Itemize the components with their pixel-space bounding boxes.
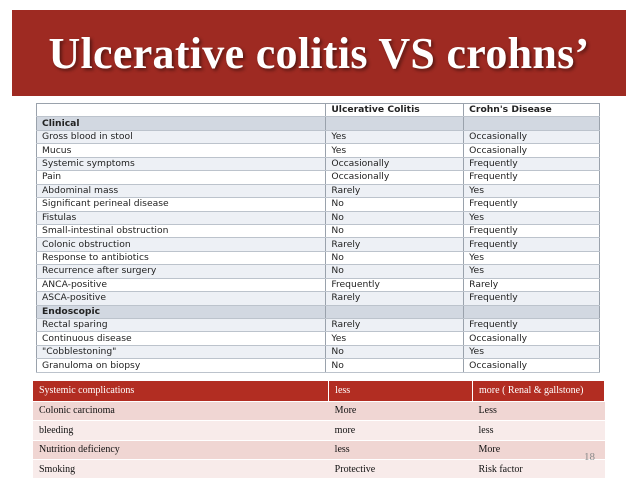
table-cell: Endoscopic [37,305,326,318]
table-cell: Rarely [326,319,464,332]
table-cell: Yes [464,211,600,224]
table-row [37,332,600,345]
table-row [37,144,600,157]
table-cell: Significant perineal disease [37,198,326,211]
table-cell: No [326,359,464,372]
table-cell: Occasionally [464,130,600,143]
table-cell: more [329,421,473,441]
table-cell: Clinical [37,117,326,130]
table-cell: Gross blood in stool [37,130,326,143]
table-row [33,460,605,478]
table-row [33,440,605,460]
table-row [37,345,600,358]
table-cell: Yes [464,184,600,197]
table-cell: More [329,401,473,421]
slide-title: Ulcerative colitis VS crohns’ [48,28,590,78]
table-row [37,278,600,291]
table-cell: "Cobblestoning" [37,345,326,358]
table-cell: Frequently [326,278,464,291]
header-cell: Systemic complications [33,381,329,401]
table-cell: Occasionally [464,359,600,372]
table-cell: Risk factor [473,460,605,478]
comparison-header-row [37,104,600,117]
table-cell: Small-intestinal obstruction [37,224,326,237]
table-cell: Fistulas [37,211,326,224]
table-cell [464,305,600,318]
table-row [37,184,600,197]
header-cell: more ( Renal & gallstone) [473,381,605,401]
table-cell: More [473,440,605,460]
table-cell: Occasionally [464,332,600,345]
table-cell: Pain [37,171,326,184]
table-cell: Yes [326,130,464,143]
table-cell: Rarely [464,278,600,291]
table-cell: No [326,224,464,237]
table-cell: Smoking [33,460,329,478]
header-cell [37,104,326,117]
table-cell: Occasionally [326,157,464,170]
header-cell-crohns-disease: Crohn's Disease [464,104,600,117]
table-cell: Yes [464,345,600,358]
table-cell: No [326,211,464,224]
section-row [37,117,600,130]
table-cell: Yes [464,265,600,278]
table-cell: ANCA-positive [37,278,326,291]
page-number: 18 [584,451,595,463]
table-cell [326,117,464,130]
comparison-table [36,103,600,373]
table-cell: Colonic carcinoma [33,401,329,421]
table-row [33,401,605,421]
table-cell: No [326,251,464,264]
table-cell: Frequently [464,319,600,332]
table-cell: Response to antibiotics [37,251,326,264]
table-cell [326,305,464,318]
section-row [37,305,600,318]
table-cell: Frequently [464,198,600,211]
table-row [37,198,600,211]
table-cell: Frequently [464,157,600,170]
table-cell: Less [473,401,605,421]
title-banner [12,10,626,96]
table-row [37,171,600,184]
table-cell: Rarely [326,292,464,305]
table-cell: Recurrence after surgery [37,265,326,278]
table-cell: No [326,265,464,278]
table-cell: Yes [464,251,600,264]
table-cell: Systemic symptoms [37,157,326,170]
table-cell: Frequently [464,238,600,251]
table-cell: Frequently [464,171,600,184]
table-row [37,130,600,143]
table-cell: Rarely [326,184,464,197]
table-row [37,359,600,372]
table-row [37,224,600,237]
table-cell: Rarely [326,238,464,251]
table-cell: Nutrition deficiency [33,440,329,460]
table-cell: Mucus [37,144,326,157]
table-row [37,157,600,170]
table-cell: Frequently [464,292,600,305]
table-cell: Continuous disease [37,332,326,345]
header-cell: less [329,381,473,401]
table-cell: Protective [329,460,473,478]
table-cell: ASCA-positive [37,292,326,305]
table-row [37,265,600,278]
complications-header-row [33,381,605,401]
table-cell: Yes [326,332,464,345]
table-row [37,251,600,264]
table-cell: Colonic obstruction [37,238,326,251]
table-row [33,421,605,441]
header-cell-ulcerative-colitis: Ulcerative Colitis [326,104,464,117]
table-cell [464,117,600,130]
table-cell: No [326,198,464,211]
table-cell: less [329,440,473,460]
table-cell: Abdominal mass [37,184,326,197]
table-cell: No [326,345,464,358]
table-row [37,292,600,305]
table-cell: Rectal sparing [37,319,326,332]
table-cell: Yes [326,144,464,157]
table-cell: bleeding [33,421,329,441]
table-cell: Occasionally [326,171,464,184]
table-row [37,238,600,251]
table-cell: less [473,421,605,441]
table-cell: Granuloma on biopsy [37,359,326,372]
complications-table [33,381,605,478]
table-cell: Frequently [464,224,600,237]
table-row [37,211,600,224]
table-cell: Occasionally [464,144,600,157]
table-row [37,319,600,332]
